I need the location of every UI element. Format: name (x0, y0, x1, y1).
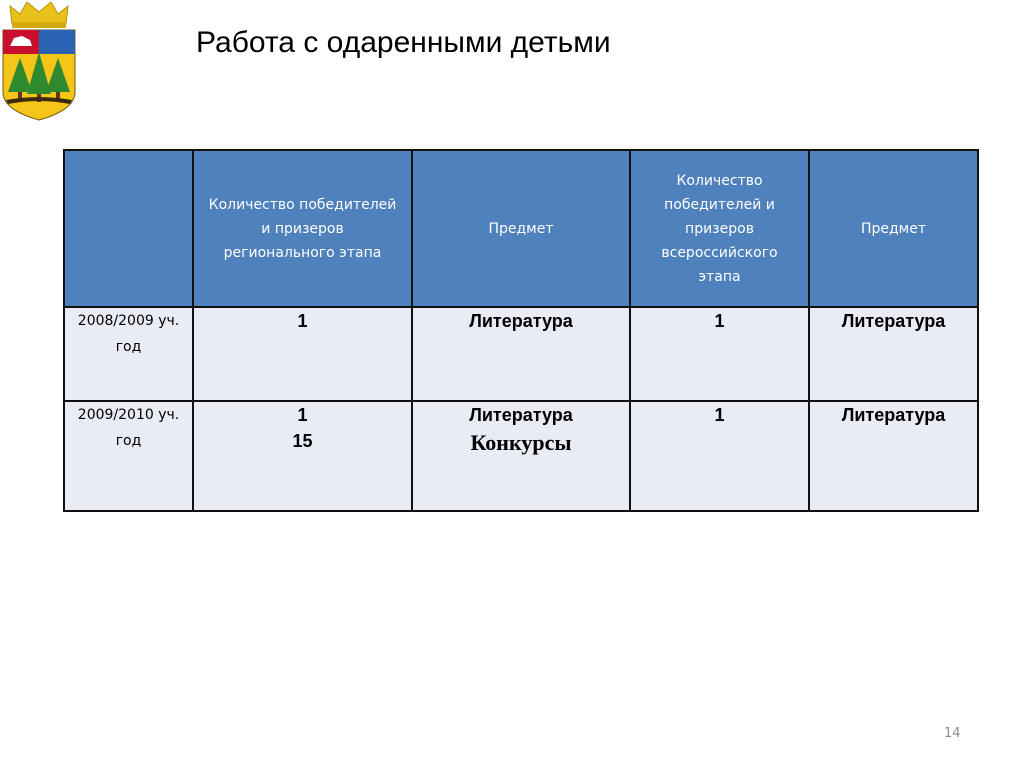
header-year (64, 150, 193, 307)
coat-of-arms-icon (0, 0, 78, 122)
regional-subject-cell (412, 307, 630, 401)
regional-count-value: 15 (292, 431, 313, 451)
header-national-subject: Предмет (809, 150, 978, 307)
national-subject-cell: Литература (809, 307, 978, 401)
results-table (63, 149, 979, 512)
regional-subject-cell (412, 401, 630, 511)
regional-subject-value: Конкурсы (470, 430, 572, 455)
slide-title: Работа с одаренными детьми (196, 26, 611, 59)
table-header-row (64, 150, 978, 307)
national-count-cell: 1 (630, 307, 809, 401)
table-row (64, 401, 978, 511)
regional-count-cell (193, 307, 412, 401)
year-cell: 2008/2009 уч. год (64, 307, 193, 401)
national-subject-cell: Литература (809, 401, 978, 511)
national-count-cell: 1 (630, 401, 809, 511)
table-row (64, 307, 978, 401)
regional-subject-value: Литература (469, 311, 573, 331)
header-regional-count: Количество победителей и призеров регионального этапа (193, 150, 412, 307)
regional-count-value: 1 (297, 405, 308, 425)
regional-count-value: 1 (297, 311, 308, 331)
regional-count-cell (193, 401, 412, 511)
page-number: 14 (944, 726, 961, 741)
year-cell: 2009/2010 уч. год (64, 401, 193, 511)
header-regional-subject: Предмет (412, 150, 630, 307)
regional-subject-value: Литература (469, 405, 573, 425)
crown-icon (10, 2, 68, 28)
header-national-count: Количество победителей и призеров всероссийского этапа (630, 150, 809, 307)
shield-icon (3, 30, 75, 120)
